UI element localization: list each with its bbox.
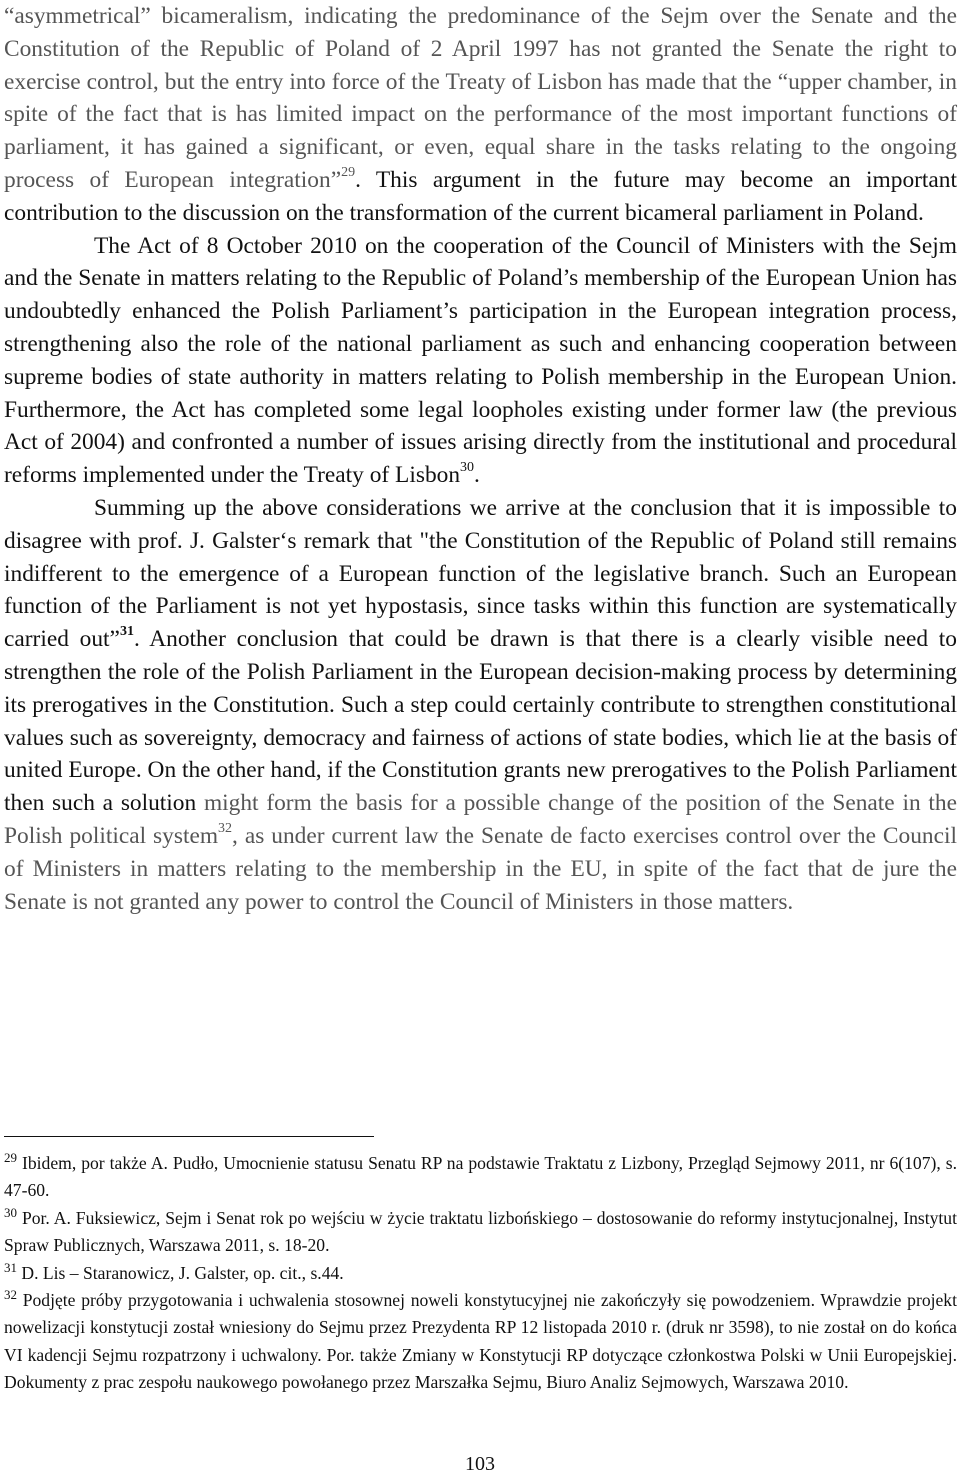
footnote-32 [4,1287,957,1397]
paragraph-3-text-defacto: de facto exercises control over the Council of Ministers in matters relating to the membership in the EU, in spite of the fact that de jure the Senate is not granted any power to control the Council of Ministers in those matters. [4,822,958,915]
paragraph-2 [4,230,957,492]
footnote-text: Podjęte próby przygotowania i uchwalenia stosownej noweli konstytucyjnej nie zakończyły się powodzeniem. Wprawdzie projekt nowelizacji konstytucji został wniesiony do Sejmu przez Prezydenta RP 12 listopada 2010 r. (druk nr 3598), to nie został on do końca VI kadencji Sejmu rozpatrzony i uchwalony. Por. także Zmiany w Konstytucji RP dotyczące członkostwa Polski w Unii Europejskiej. Dokumenty z prac zespołu naukowego powołanego przez Marszałka Sejmu, Biuro Analiz Sejmowych, Warszawa 2010. [4,1290,957,1393]
paragraph-1-text-cont: . This argument in the future may become an important contribution to the discussion on the transformation of the current bicameral parliament in Poland. [4,166,957,226]
footnote-text: Ibidem, por także A. Pudło, Umocnienie statusu Senatu RP na podstawie Traktatu z Lizbony, Przegląd Sejmowy 2011, nr 6(107), s. 47-60. [4,1153,957,1201]
footnote-number: 31 [4,1259,17,1275]
paragraph-3-text-senate: might form the basis for a possible change of the position of the Senate in the Polish political system [4,790,957,849]
footnote-text: Por. A. Fuksiewicz, Sejm i Senat rok po wejściu w życie traktatu lizbońskiego – dostosowanie do reformy instytucjonalnej, Instytut Spraw Publicznych, Warszawa 2011, s. 18-20. [4,1207,957,1256]
page-number: 103 [465,1453,495,1475]
paragraph-3-text-cont: . Another conclusion that could be drawn is that there is a clearly visible need to strengthen the role of the Polish Parliament in the European decision-making process by determining its prerogatives in the Constitution. Such a step could certainly contribute to strengthen constitutional values such as sovereignty, democracy and fairness of actions of state bodies, which lie at the basis of united Europe. On the other hand, if the Constitution grants new prerogatives to the Polish Parliament then such a solution [4,626,957,817]
footnotes [4,1150,957,1397]
footnote-ref-32[interactable]: 32 [218,821,233,837]
document-page [4,0,957,918]
footnote-ref-29[interactable]: 29 [341,165,356,181]
footnote-ref-31[interactable]: 31 [119,624,134,640]
footnote-30 [4,1205,957,1260]
footnote-number: 32 [4,1287,17,1303]
paragraph-1 [4,0,957,230]
paragraph-2-text-cont: . [474,462,480,489]
paragraph-3 [4,492,957,918]
footnote-number: 30 [4,1204,17,1220]
paragraph-2-text: The Act of 8 October 2010 on the cooperation of the Council of Ministers with the Sejm and the Senate in matters relating to the Republic of Poland’s membership of the European Union has undoubtedly enhanced the Polish Parliament’s participation in the European integration process, strengthening also the role of the national parliament as such and enhancing cooperation between supreme bodies of state authority in matters relating to Polish membership in the European Union. Furthermore, the Act has completed some legal loopholes existing under former law (the previous Act of 2004) and confronted a number of issues arising directly from the institutional and procedural reforms implemented under the Treaty of Lisbon [4,232,957,489]
footnote-29 [4,1150,957,1205]
footnote-ref-30[interactable]: 30 [460,460,475,476]
footnote-number: 29 [4,1150,17,1166]
paragraph-3-text-law: , as under current law the Senate [232,822,551,849]
paragraph-3-text: Summing up the above considerations we arrive at the conclusion that it is impossible to disagree with prof. J. Galster‘s remark that "the Constitution of the Republic of Poland still remains indifferent to the emergence of a European function of the legislative branch. Such an European function of the Parliament is not yet hypostasis, since tasks within this function are systematically carried out” [4,494,957,653]
footnote-31 [4,1260,957,1287]
paragraph-1-text: “asymmetrical” bicameralism, indicating the predominance of the Sejm over the Senate and the Constitution of the Republic of Poland of 2 April 1997 has not granted the Senate the right to exercise control, but the entry into force of the Treaty of Lisbon has made that the “upper chamber, in spite of the fact that is has limited impact on the performance of the most important functions of parliament, it has gained a significant, or even, equal share in the tasks relating to the ongoing process of European integration” [4,3,957,193]
footnote-text: D. Lis – Staranowicz, J. Galster, op. cit., s.44. [21,1262,344,1283]
footnote-separator [4,1136,374,1137]
